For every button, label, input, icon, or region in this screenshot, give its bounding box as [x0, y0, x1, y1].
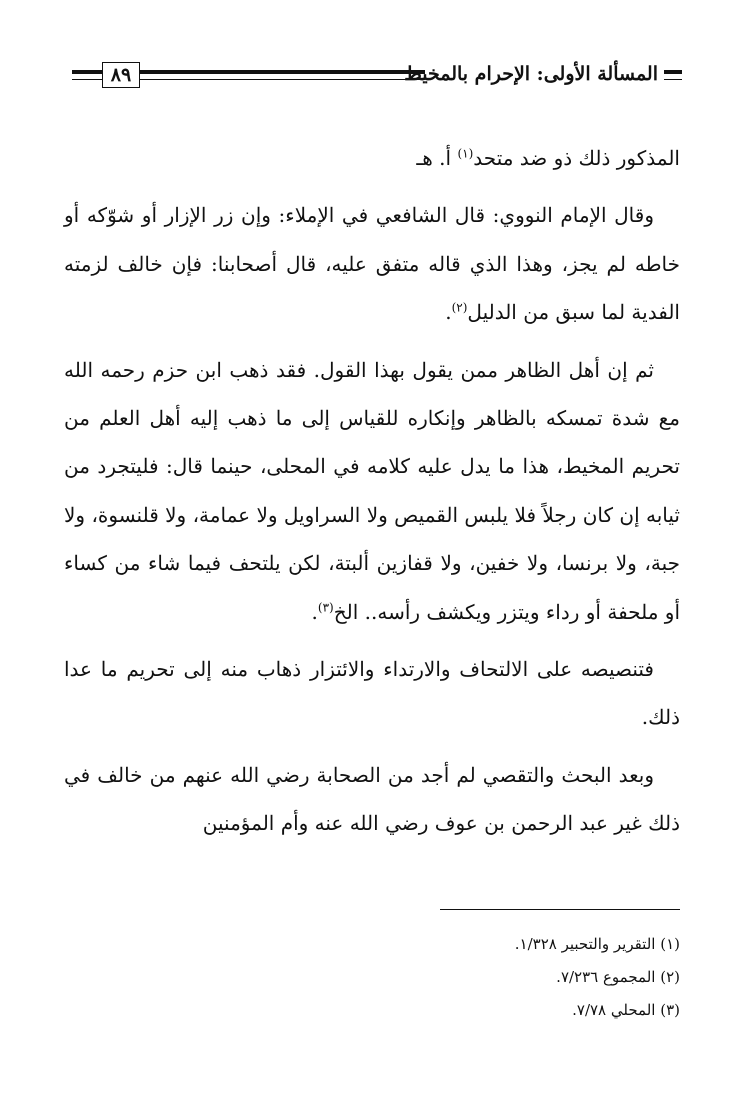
page-header [72, 62, 682, 92]
footnote-separator [440, 909, 680, 910]
paragraph-3 [64, 346, 680, 636]
footnotes [360, 928, 680, 1027]
footnote-2: (٢) المجموع ٧/٢٣٦. [556, 968, 680, 986]
main-text [64, 134, 680, 857]
paragraph-text: المذكور ذلك ذو ضد متحد [473, 146, 680, 170]
paragraph-text: وبعد البحث والتقصي لم أجد من الصحابة رضي الله عنهم من خالف في ذلك غير عبد الرحمن بن عوف رضي الله عنه وأم المؤمنين [64, 762, 680, 836]
paragraph-text: فتنصيصه على الالتحاف والارتداء والائتزار ذهاب منه إلى تحريم ما عدا ذلك. [64, 657, 680, 730]
running-title: المسألة الأولى: الإحرام بالمخيط [404, 63, 658, 85]
paragraph-1 [64, 134, 680, 182]
paragraph-5 [64, 751, 680, 848]
footnote-3: (٣) المحلي ٧/٧٨. [572, 1001, 680, 1019]
paragraph-tail: أ. هـ [416, 146, 458, 170]
footnote-ref-3[interactable]: (٣) [317, 600, 334, 614]
header-rule-left [72, 70, 102, 80]
header-rule-middle [140, 70, 425, 80]
paragraph-tail: . [445, 300, 452, 325]
footnote-ref-1[interactable]: (١) [457, 146, 474, 161]
paragraph-text: ثم إن أهل الظاهر ممن يقول بهذا القول. فقد ذهب ابن حزم رحمه الله مع شدة تمسكه بالظاهر وإنكاره للقياس إلى ما ذهب إليه أهل العلم من تحريم المخيط، هذا ما يدل عليه كلامه في المحلى، حينما قال: فليتجرد من ثيابه إن كان رجلاً فلا يلبس القميص ولا السراويل ولا عمامة، ولا قلنسوة، ولا جبة، ولا برنسا، ولا خفين، ولا قفازين ألبتة، لكن يلتحف فيما شاء من كساء أو ملحفة أو رداء ويتزر ويكشف رأسه.. الخ [64, 357, 680, 624]
footnote-1: (١) التقرير والتحبير ١/٣٢٨. [514, 935, 680, 953]
footnote-ref-2[interactable]: (٢) [451, 300, 468, 315]
header-rule-right [664, 70, 682, 80]
paragraph-tail: . [311, 599, 318, 624]
page-number: ٨٩ [102, 62, 140, 88]
paragraph-4 [64, 645, 680, 742]
paragraph-2 [64, 191, 680, 336]
paragraph-text: وقال الإمام النووي: قال الشافعي في الإملاء: وإن زر الإزار أو شوّكه أو خاطه لم يجز، وهذا الذي قاله متفق عليه، قال أصحابنا: فإن خالف لزمته الفدية لما سبق من الدليل [64, 203, 680, 325]
